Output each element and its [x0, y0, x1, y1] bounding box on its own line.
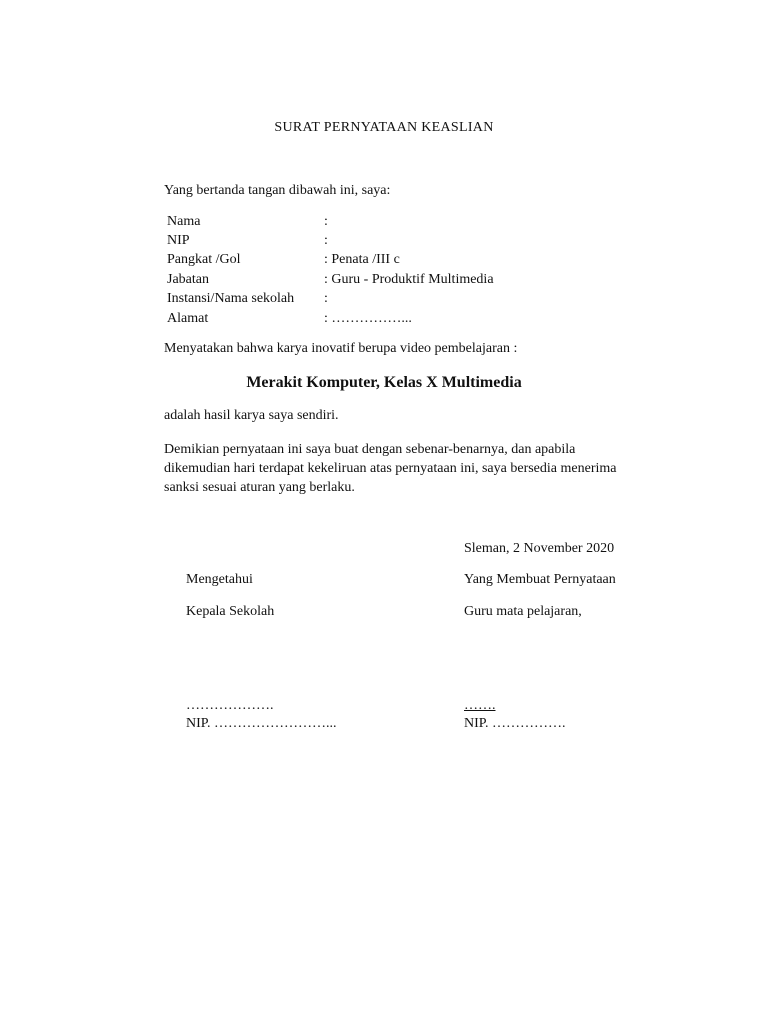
identity-value-nip: : — [324, 233, 328, 248]
identity-label-nip: NIP — [167, 233, 190, 248]
identity-label-jabatan: Jabatan — [167, 272, 209, 287]
identity-label-pangkat: Pangkat /Gol — [167, 252, 241, 267]
identity-label-alamat: Alamat — [167, 311, 209, 326]
identity-value-instansi: : — [324, 291, 328, 306]
left-signature-nip: NIP. ……………………... — [186, 716, 337, 731]
identity-label-instansi: Instansi/Nama sekolah — [167, 291, 295, 306]
right-signature-nip: NIP. ……………. — [464, 716, 566, 731]
identity-label-nama: Nama — [167, 214, 201, 229]
left-signature-name: ………………. — [186, 698, 274, 713]
identity-value-nama: : — [324, 214, 328, 229]
result-text: adalah hasil karya saya sendiri. — [164, 408, 339, 423]
right-signature-line2: Guru mata pelajaran, — [464, 604, 582, 619]
work-title: Merakit Komputer, Kelas X Multimedia — [246, 374, 522, 391]
closing-paragraph — [164, 440, 684, 497]
left-signature-line2: Kepala Sekolah — [186, 604, 275, 619]
identity-value-alamat: : ……………... — [324, 311, 412, 326]
closing-line: Demikian pernyataan ini saya buat dengan sebenar-benarnya, dan apabila — [164, 442, 576, 457]
closing-line: dikemudian hari terdapat kekeliruan atas pernyataan ini, saya bersedia menerima — [164, 461, 617, 476]
closing-line: sanksi sesuai aturan yang berlaku. — [164, 480, 355, 495]
identity-value-jabatan: : Guru - Produktif Multimedia — [324, 272, 494, 287]
right-signature-name: ……. — [464, 698, 496, 713]
left-signature-line1: Mengetahui — [186, 572, 253, 587]
statement-text: Menyatakan bahwa karya inovatif berupa video pembelajaran : — [164, 341, 518, 356]
place-date: Sleman, 2 November 2020 — [464, 541, 615, 556]
identity-value-pangkat: : Penata /III c — [324, 252, 400, 267]
intro-text: Yang bertanda tangan dibawah ini, saya: — [164, 183, 391, 198]
document-title: SURAT PERNYATAAN KEASLIAN — [274, 120, 494, 135]
right-signature-line1: Yang Membuat Pernyataan — [464, 572, 616, 587]
